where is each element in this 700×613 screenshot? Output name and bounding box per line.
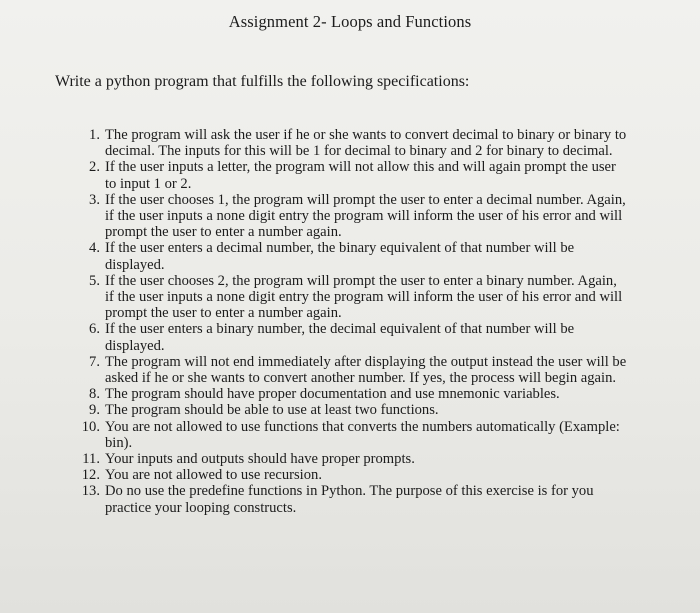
item-text: If the user enters a decimal number, the binary equivalent of that number will be displayed. [105, 240, 575, 273]
item-number: 3. [89, 191, 100, 208]
intro-text: Write a python program that fulfills the following specifications: [55, 73, 470, 90]
item-text: If the user chooses 1, the program will prompt the user to enter a decimal number. Again, if the user inputs a none digit entry the program will inform the user of his error and will prompt the user to enter a number again. [105, 191, 626, 241]
item-number: 11. [82, 451, 100, 468]
item-text: You are not allowed to use recursion. [105, 467, 322, 484]
item-number: 2. [89, 159, 100, 176]
item-number: 9. [89, 402, 100, 419]
item-number: 4. [89, 240, 100, 257]
list-item-5 [70, 273, 680, 322]
list-item-3 [70, 192, 680, 241]
item-text: If the user inputs a letter, the program will not allow this and will again prompt the user to input 1 or 2. [105, 159, 616, 192]
item-number: 5. [89, 272, 100, 289]
item-number: 8. [89, 386, 100, 403]
item-text: The program should be able to use at least two functions. [105, 402, 439, 419]
item-text: The program will not end immediately after displaying the output instead the user will be asked if he or she wants to convert another number. If yes, the process will begin again. [105, 353, 627, 387]
list-item-8 [70, 386, 680, 402]
item-number: 6. [89, 321, 100, 338]
list-item-12 [70, 467, 680, 483]
list-item-10 [70, 419, 680, 451]
item-number: 7. [89, 353, 100, 370]
item-text: Your inputs and outputs should have proper prompts. [105, 451, 415, 468]
item-number: 10. [81, 418, 100, 435]
list-item-4 [70, 240, 680, 272]
item-text: You are not allowed to use functions that converts the numbers automatically (Example: bin). [105, 418, 620, 451]
list-item-1 [70, 127, 680, 159]
specification-list [70, 127, 680, 516]
list-item-6 [70, 321, 680, 353]
list-item-2 [70, 159, 680, 191]
list-item-13 [70, 483, 680, 515]
item-number: 13. [81, 483, 100, 500]
item-number: 12. [81, 467, 100, 484]
list-item-7 [70, 354, 680, 386]
item-text: If the user chooses 2, the program will prompt the user to enter a binary number. Again, if the user inputs a none digit entry the program will inform the user of his error and will prompt the user to enter a number again. [105, 272, 623, 322]
list-item-11 [70, 451, 680, 467]
page-title: Assignment 2- Loops and Functions [228, 12, 472, 31]
item-text: If the user enters a binary number, the decimal equivalent of that number will be displayed. [105, 321, 575, 354]
item-text: The program will ask the user if he or she wants to convert decimal to binary or binary to decimal. The inputs for this will be 1 for decimal to binary and 2 for binary to decimal. [105, 127, 627, 160]
list-item-9 [70, 402, 680, 418]
item-number: 1. [89, 127, 100, 143]
item-text: Do no use the predefine functions in Python. The purpose of this exercise is for you practice your looping constructs. [105, 483, 594, 516]
item-text: The program should have proper documentation and use mnemonic variables. [105, 386, 560, 403]
